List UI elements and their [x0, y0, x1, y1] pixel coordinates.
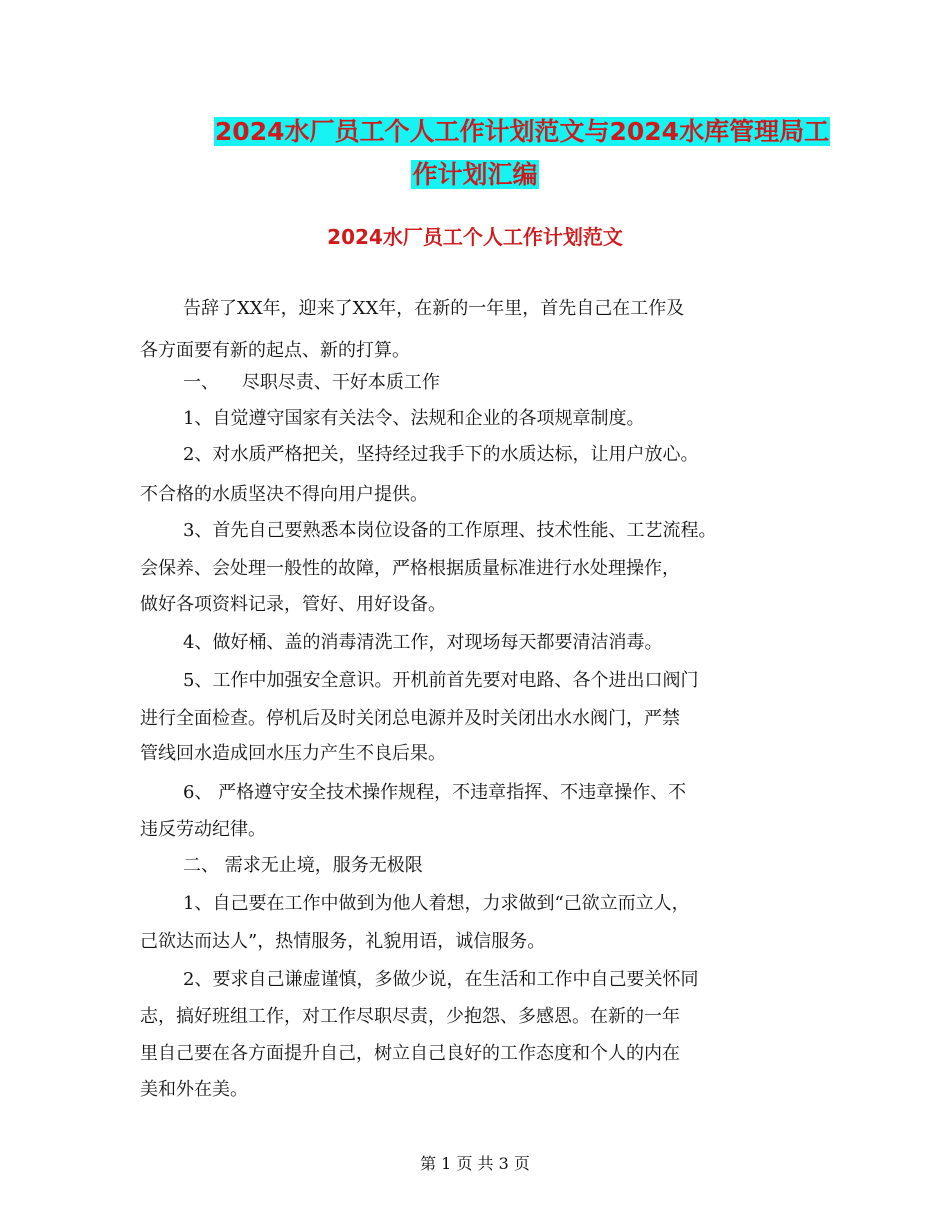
body-line: 5、工作中加强安全意识。开机前首先要对电路、各个进出口阀门 [183, 670, 699, 691]
body-line: 3、首先自己要熟悉本岗位设备的工作原理、技术性能、工艺流程。 [183, 520, 717, 541]
body-line: 1、自己要在工作中做到为他人着想，力求做到“己欲立而立人， [183, 893, 690, 914]
page-number-footer: 第 1 页 共 3 页 [420, 1154, 530, 1173]
body-line: 2、要求自己谦虚谨慎，多做少说，在生活和工作中自己要关怀同 [183, 969, 699, 990]
body-line: 进行全面检查。停机后及时关闭总电源并及时关闭出水水阀门，严禁 [140, 708, 680, 729]
document-title-line-2 [0, 155, 950, 195]
body-line: 做好各项资料记录，管好、用好设备。 [140, 594, 446, 615]
body-line: 各方面要有新的起点、新的打算。 [140, 340, 410, 361]
body-line: 管线回水造成回水压力产生不良后果。 [140, 743, 446, 764]
title-highlight-1: 2024水厂员工个人工作计划范文与2024水库管理局工 [214, 117, 830, 146]
body-line: 6、 严格遵守安全技术操作规程，不违章指挥、不违章操作、不 [183, 782, 687, 803]
body-line: 告辞了XX年，迎来了XX年，在新的一年里，首先自己在工作及 [183, 298, 685, 319]
body-line: 1、自觉遵守国家有关法令、法规和企业的各项规章制度。 [183, 408, 645, 429]
body-line: 不合格的水质坚决不得向用户提供。 [140, 484, 428, 505]
body-line: 美和外在美。 [140, 1079, 248, 1100]
body-line: 违反劳动纪律。 [140, 819, 266, 840]
body-line: 4、做好桶、盖的消毒清洗工作，对现场每天都要清洁消毒。 [183, 632, 663, 653]
heading-line: 一、 尽职尽责、干好本质工作 [183, 372, 440, 393]
title-highlight-2: 作计划汇编 [412, 160, 538, 189]
body-line: 会保养、会处理一般性的故障，严格根据质量标准进行水处理操作， [140, 558, 680, 579]
document-title-line-1 [47, 112, 950, 152]
body-line: 2、对水质严格把关，坚持经过我手下的水质达标，让用户放心。 [183, 444, 699, 465]
section-title: 2024水厂员工个人工作计划范文 [327, 225, 623, 249]
body-line: 己欲达而达人”，热情服务，礼貌用语，诚信服务。 [140, 931, 546, 952]
body-line: 志，搞好班组工作，对工作尽职尽责，少抱怨、多感恩。在新的一年 [140, 1006, 680, 1027]
heading-line: 二、 需求无止境，服务无极限 [183, 855, 423, 876]
body-line: 里自己要在各方面提升自己，树立自己良好的工作态度和个人的内在 [140, 1043, 680, 1064]
